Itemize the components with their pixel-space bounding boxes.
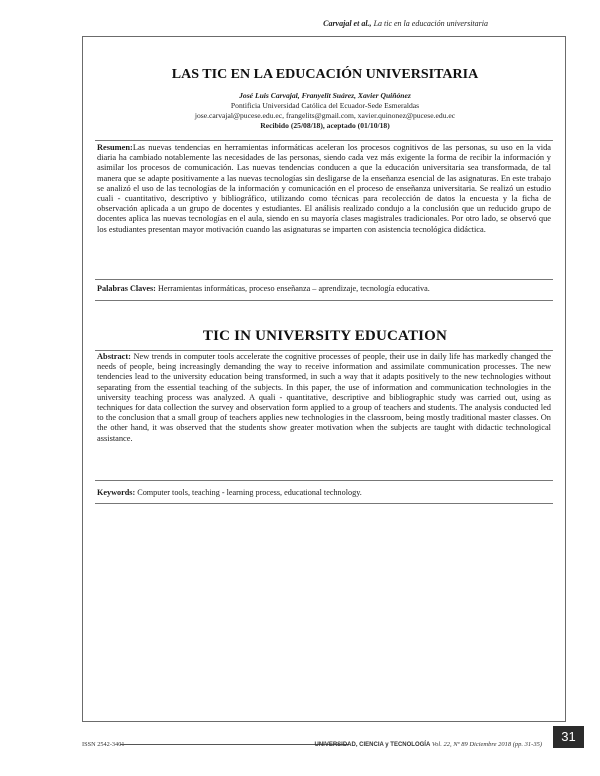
running-head-title: La tic en la educación universitaria bbox=[373, 19, 488, 28]
divider bbox=[95, 140, 553, 141]
running-head bbox=[323, 19, 488, 28]
abstract-label: Abstract: bbox=[97, 352, 131, 361]
divider bbox=[95, 300, 553, 301]
journal-name: UNIVERSIDAD, CIENCIA y TECNOLOGÍA bbox=[314, 742, 431, 748]
received-accepted-dates: Recibido (25/08/18), aceptado (01/10/18) bbox=[260, 121, 390, 130]
author-emails: jose.carvajal@pucese.edu.ec, frangelits@gmail.com, xavier.quinonez@pucese.edu.ec bbox=[194, 111, 456, 120]
palabras-clave-section bbox=[97, 284, 551, 294]
palabras-clave-text: Herramientas informáticas, proceso enseñanza – aprendizaje, tecnología educativa. bbox=[157, 284, 430, 293]
running-head-authors: Carvajal et al., bbox=[323, 19, 372, 28]
journal-volume: Vol. 22, Nº 89 Diciembre 2018 (pp. 31-35) bbox=[431, 741, 542, 748]
affiliation: Pontificia Universidad Católica del Ecuador-Sede Esmeraldas bbox=[230, 101, 420, 110]
resumen-section bbox=[97, 143, 551, 235]
divider bbox=[95, 503, 553, 504]
resumen-label: Resumen: bbox=[97, 143, 133, 152]
abstract-section bbox=[97, 352, 551, 444]
author-names: José Luis Carvajal, Franyelit Suárez, Xavier Quiñónez bbox=[239, 91, 411, 100]
keywords-text: Computer tools, teaching - learning process, educational technology. bbox=[137, 488, 362, 497]
author-block bbox=[95, 91, 555, 131]
issn: ISSN 2542-3401 bbox=[82, 741, 125, 748]
abstract-text: New trends in computer tools accelerate the cognitive processes of people, their use in daily life has markedly changed the needs of people, being increasingly demanding the way to receive information and assimilate communication processes. The new tendencies lead to the university education being transformed, in such a way that it adapts positively to the new technologies without separating from the essential teaching of the subjects. In this paper, the use of information and communication technologies in the university teaching process was analyzed. A quali - quantitative, descriptive and bibliographic study was carried out, using as techniques for data collection the survey and observation form applied to a group of teachers and students. The analysis conducted led to the conclusion that a small group of teachers applies new technologies in the classroom, being mostly traditional master classes. On the other hand, it was observed that the students show greater motivation when the subjects are taught with didactic technological assistance. bbox=[97, 352, 552, 443]
divider bbox=[95, 350, 553, 351]
keywords-label: Keywords: bbox=[97, 488, 136, 497]
divider bbox=[95, 279, 553, 280]
palabras-clave-label: Palabras Claves: bbox=[97, 284, 156, 293]
page-number: 31 bbox=[553, 726, 584, 748]
divider bbox=[95, 480, 553, 481]
article-title-es: LAS TIC EN LA EDUCACIÓN UNIVERSITARIA bbox=[171, 67, 479, 82]
keywords-section bbox=[97, 488, 551, 498]
resumen-text: Las nuevas tendencias en herramientas informáticas aceleran los procesos cognitivos de las personas, su uso en la vida diaria ha cambiado notablemente las necesidades de las personas, siendo cada vez más exigente la forma de recibir la información y asimilar los procesos de comunicación. Las nuevas tendencias conducen a que la educación universitaria sea transformada, de tal manera que se adapte positivamente a las nuevas tecnologías sin desligarse de la enseñanza esencial de las asignaturas. En este trabajo se analizó el uso de las tecnologías de la información y comunicación en el proceso de enseñanza universitaria. Se realizó un estudio cuali - cuantitativo, descriptivo y bibliográfico, utilizando como técnicas para recolección de datos la encuesta y la ficha de observación aplicada a un grupo de docentes y estudiantes. El análisis realizado condujo a la conclusión que un reducido grupo de docentes aplica las nuevas tecnologías en el aula, siendo en su mayoría clases magistrales tradicionales. Por otro lado, se observó que los estudiantes presentan mayor motivación cuando las asignaturas se imparten con asistencia tecnológica didáctica. bbox=[97, 143, 551, 234]
journal-citation bbox=[314, 741, 542, 748]
article-title-en: TIC IN UNIVERSITY EDUCATION bbox=[202, 328, 448, 344]
